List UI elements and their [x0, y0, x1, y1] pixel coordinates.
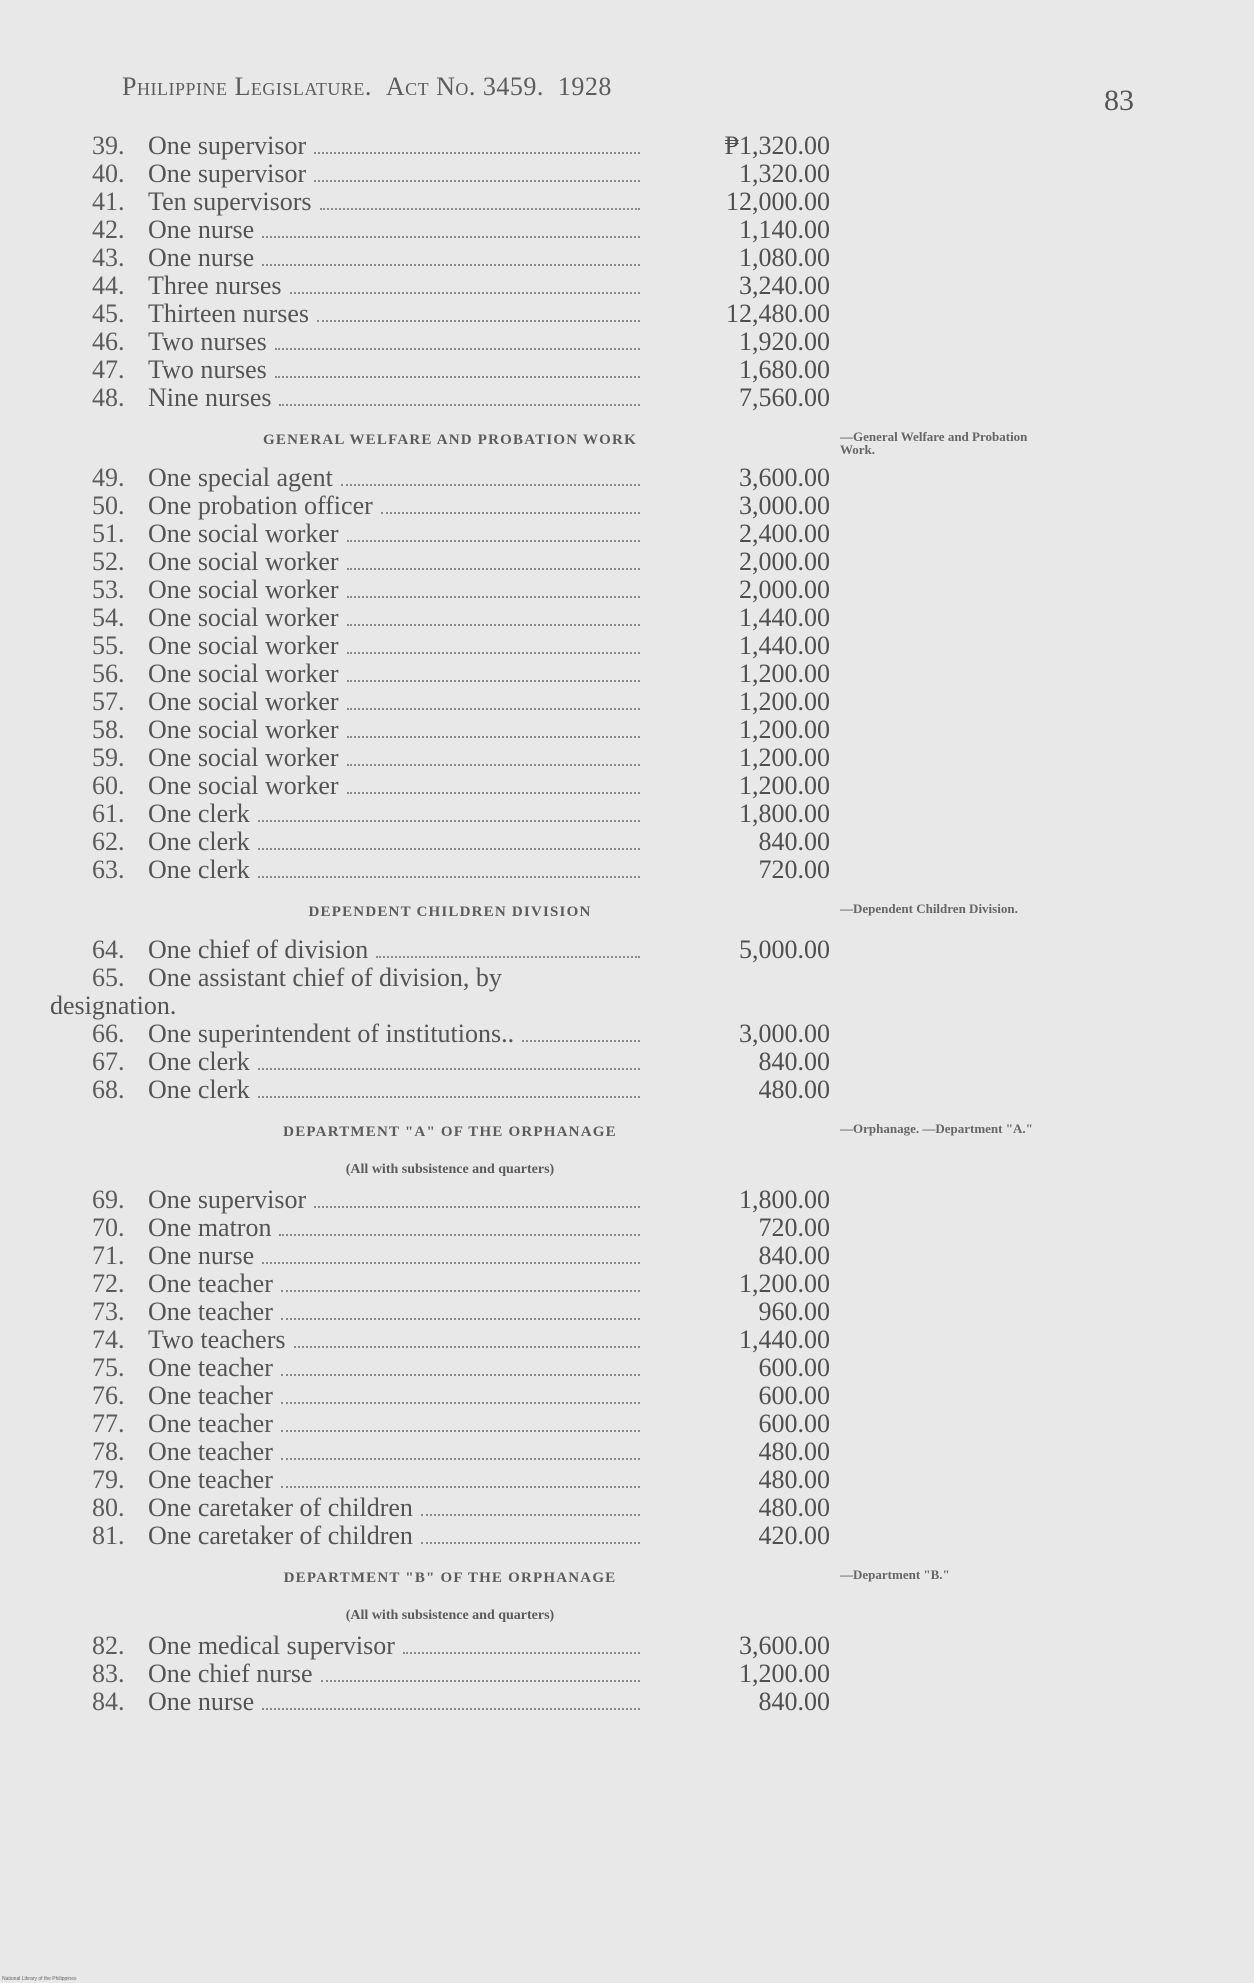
margin-note: —Department "B.": [840, 1567, 950, 1582]
leader-dots: [347, 606, 640, 626]
leader-dots: [275, 358, 640, 378]
item-amount: 600.00: [758, 1353, 830, 1382]
item-text: One clerk: [148, 827, 250, 856]
item-amount: 1,200.00: [739, 771, 830, 800]
item-number: 60.: [92, 771, 125, 800]
leader-dots: [376, 938, 640, 958]
item-number: 77.: [92, 1409, 125, 1438]
item-text: One social worker: [148, 743, 339, 772]
item-number: 59.: [92, 743, 125, 772]
item-amount: 1,140.00: [739, 215, 830, 244]
leader-dots: [347, 550, 640, 570]
item-group-5: [0, 1632, 1254, 1716]
item-amount: 420.00: [758, 1521, 830, 1550]
leader-dots: [281, 1384, 640, 1404]
item-number: 47.: [92, 355, 125, 384]
item-text: One special agent: [148, 463, 333, 492]
section-title: DEPARTMENT "B" OF THE ORPHANAGE: [283, 1570, 617, 1586]
item-row: [0, 356, 1254, 384]
item-text: One social worker: [148, 519, 339, 548]
item-amount: 3,240.00: [739, 271, 830, 300]
item-number: 58.: [92, 715, 125, 744]
item-amount: 2,000.00: [739, 547, 830, 576]
item-number: 52.: [92, 547, 125, 576]
item-row: [0, 964, 1254, 992]
leader-dots: [258, 830, 640, 850]
item-number: 81.: [92, 1521, 125, 1550]
item-text: One clerk: [148, 855, 250, 884]
item-number: 48.: [92, 383, 125, 412]
item-number: 67.: [92, 1047, 125, 1076]
leader-dots: [421, 1496, 640, 1516]
item-text: One supervisor: [148, 1185, 307, 1214]
item-number: 70.: [92, 1213, 125, 1242]
item-amount: 1,200.00: [739, 743, 830, 772]
leader-dots: [522, 1022, 640, 1042]
leader-dots: [341, 466, 640, 486]
item-amount: 1,200.00: [739, 687, 830, 716]
item-text: One caretaker of children: [148, 1493, 413, 1522]
item-row: [0, 1522, 1254, 1550]
item-row: [0, 1632, 1254, 1660]
leader-dots: [258, 1078, 640, 1098]
item-text: One nurse: [148, 1687, 255, 1716]
item-amount: 1,800.00: [739, 799, 830, 828]
leader-dots: [347, 662, 640, 682]
item-number: 78.: [92, 1437, 125, 1466]
item-text: Thirteen nurses: [148, 299, 310, 328]
item-row: [0, 856, 1254, 884]
item-row: [0, 1688, 1254, 1716]
leader-dots: [281, 1440, 640, 1460]
item-amount: 3,000.00: [739, 1019, 830, 1048]
item-row: [0, 576, 1254, 604]
item-text: One teacher: [148, 1381, 273, 1410]
section-heading-dept-b: [0, 1550, 1254, 1602]
item-text: One teacher: [148, 1297, 273, 1326]
item-text: One probation officer: [148, 491, 373, 520]
item-text: One social worker: [148, 771, 339, 800]
item-amount: 1,440.00: [739, 631, 830, 660]
item-number: 80.: [92, 1493, 125, 1522]
page-number: 83: [1104, 84, 1134, 117]
leader-dots: [262, 218, 640, 238]
item-amount: 1,680.00: [739, 355, 830, 384]
section-heading-dept-a: [0, 1104, 1254, 1156]
item-amount: 720.00: [758, 1213, 830, 1242]
item-text: One caretaker of children: [148, 1521, 413, 1550]
leader-dots: [294, 1328, 640, 1348]
leader-dots: [281, 1272, 640, 1292]
item-row: [0, 800, 1254, 828]
item-amount: 960.00: [758, 1297, 830, 1326]
item-row: [0, 744, 1254, 772]
item-amount: 1,200.00: [739, 1269, 830, 1298]
item-group-2: [0, 464, 1254, 884]
item-row: [0, 1382, 1254, 1410]
item-number: 74.: [92, 1325, 125, 1354]
margin-note: —Dependent Children Division.: [840, 901, 1018, 916]
item-row: [0, 688, 1254, 716]
item-amount: 12,480.00: [726, 299, 830, 328]
item-row: [0, 1438, 1254, 1466]
item-amount: 2,400.00: [739, 519, 830, 548]
item-number: 64.: [92, 935, 125, 964]
item-amount: 3,600.00: [739, 463, 830, 492]
item-amount: 480.00: [758, 1465, 830, 1494]
item-amount: 600.00: [758, 1381, 830, 1410]
item-text: One nurse: [148, 215, 255, 244]
item-text: Ten supervisors: [148, 187, 312, 216]
item-amount: 840.00: [758, 1241, 830, 1270]
item-row: [0, 1214, 1254, 1242]
item-row: [0, 300, 1254, 328]
section-title: DEPARTMENT "A" OF THE ORPHANAGE: [283, 1124, 617, 1140]
item-group-4: [0, 1186, 1254, 1550]
item-text: One social worker: [148, 659, 339, 688]
item-number: 43.: [92, 243, 125, 272]
item-row: [0, 772, 1254, 800]
item-amount: 480.00: [758, 1075, 830, 1104]
item-text: One clerk: [148, 1047, 250, 1076]
leader-dots: [258, 802, 640, 822]
item-amount: 3,000.00: [739, 491, 830, 520]
running-header: [122, 72, 612, 102]
item-row: [0, 188, 1254, 216]
item-amount: 480.00: [758, 1437, 830, 1466]
item-number: 54.: [92, 603, 125, 632]
leader-dots: [262, 246, 640, 266]
item-amount: 12,000.00: [726, 187, 830, 216]
leader-dots: [281, 1300, 640, 1320]
section-heading-welfare: [0, 412, 1254, 464]
item-row: [0, 328, 1254, 356]
item-number: 44.: [92, 271, 125, 300]
item-row: [0, 1186, 1254, 1214]
item-row: [0, 1020, 1254, 1048]
item-text: One social worker: [148, 547, 339, 576]
item-row: [0, 1410, 1254, 1438]
item-row: [0, 1242, 1254, 1270]
item-row: [0, 936, 1254, 964]
item-row: [0, 520, 1254, 548]
item-number: 45.: [92, 299, 125, 328]
item-amount: 840.00: [758, 1687, 830, 1716]
item-amount: 600.00: [758, 1409, 830, 1438]
item-text: One teacher: [148, 1269, 273, 1298]
leader-dots: [347, 746, 640, 766]
item-row: [0, 604, 1254, 632]
item-text: One chief nurse: [148, 1659, 313, 1688]
leader-dots: [290, 274, 640, 294]
leader-dots: [314, 134, 640, 154]
item-row: [0, 1270, 1254, 1298]
item-number: 73.: [92, 1297, 125, 1326]
item-amount: 1,200.00: [739, 659, 830, 688]
item-text: One clerk: [148, 1075, 250, 1104]
item-text: One assistant chief of division, by: [148, 963, 502, 992]
leader-dots: [347, 718, 640, 738]
item-amount: 3,600.00: [739, 1631, 830, 1660]
item-row: [0, 660, 1254, 688]
item-number: 57.: [92, 687, 125, 716]
leader-dots: [381, 494, 640, 514]
section-subtitle-dept-a: [0, 1156, 1254, 1186]
leader-dots: [320, 190, 640, 210]
item-row: [0, 244, 1254, 272]
item-number: 42.: [92, 215, 125, 244]
item-row: [0, 548, 1254, 576]
item-row: [0, 384, 1254, 412]
header-act: Act No. 3459.: [385, 72, 544, 101]
section-subtitle-dept-b: [0, 1602, 1254, 1632]
leader-dots: [279, 1216, 640, 1236]
item-number: 82.: [92, 1631, 125, 1660]
leader-dots: [258, 858, 640, 878]
item-number: 55.: [92, 631, 125, 660]
item-text: Two nurses: [148, 327, 267, 356]
leader-dots: [347, 522, 640, 542]
item-text: One social worker: [148, 715, 339, 744]
section-subtitle: (All with subsistence and quarters): [345, 1162, 555, 1177]
item-continuation: [0, 992, 1254, 1020]
item-text: One social worker: [148, 631, 339, 660]
item-text: One chief of division: [148, 935, 369, 964]
leader-dots: [258, 1050, 640, 1070]
item-number: 56.: [92, 659, 125, 688]
item-row: [0, 1048, 1254, 1076]
item-text: Two teachers: [148, 1325, 286, 1354]
leader-dots: [347, 634, 640, 654]
item-row: [0, 492, 1254, 520]
item-row: [0, 272, 1254, 300]
item-row: [0, 1298, 1254, 1326]
item-number: 40.: [92, 159, 125, 188]
item-amount: 7,560.00: [739, 383, 830, 412]
item-row: [0, 716, 1254, 744]
item-row: [0, 132, 1254, 160]
item-text: One teacher: [148, 1409, 273, 1438]
item-number: 72.: [92, 1269, 125, 1298]
leader-dots: [347, 774, 640, 794]
item-amount: 1,200.00: [739, 1659, 830, 1688]
item-number: 39.: [92, 131, 125, 160]
item-row: [0, 464, 1254, 492]
leader-dots: [347, 578, 640, 598]
item-number: 71.: [92, 1241, 125, 1270]
section-title: DEPENDENT CHILDREN DIVISION: [308, 904, 592, 920]
item-amount: 1,200.00: [739, 715, 830, 744]
leader-dots: [281, 1356, 640, 1376]
section-title: GENERAL WELFARE AND PROBATION WORK: [263, 432, 637, 448]
item-number: 79.: [92, 1465, 125, 1494]
leader-dots: [262, 1244, 640, 1264]
leader-dots: [279, 386, 640, 406]
item-amount: 1,320.00: [739, 159, 830, 188]
item-number: 50.: [92, 491, 125, 520]
item-amount: 1,440.00: [739, 1325, 830, 1354]
item-number: 75.: [92, 1353, 125, 1382]
item-text: One supervisor: [148, 159, 307, 188]
item-number: 61.: [92, 799, 125, 828]
leader-dots: [421, 1524, 640, 1544]
leader-dots: [262, 1690, 640, 1710]
item-group-1: [0, 132, 1254, 412]
item-row: [0, 828, 1254, 856]
leader-dots: [403, 1634, 640, 1654]
item-row: [0, 1076, 1254, 1104]
item-row: [0, 1660, 1254, 1688]
item-amount: 840.00: [758, 827, 830, 856]
item-text: Two nurses: [148, 355, 267, 384]
item-text: Nine nurses: [148, 383, 272, 412]
item-row: [0, 1354, 1254, 1382]
leader-dots: [281, 1468, 640, 1488]
item-row: [0, 1494, 1254, 1522]
item-row: [0, 632, 1254, 660]
item-text: One teacher: [148, 1437, 273, 1466]
section-subtitle: (All with subsistence and quarters): [345, 1608, 555, 1623]
item-text: One social worker: [148, 575, 339, 604]
item-amount: 2,000.00: [739, 575, 830, 604]
item-number: 62.: [92, 827, 125, 856]
item-amount: 480.00: [758, 1493, 830, 1522]
item-amount: 1,440.00: [739, 603, 830, 632]
leader-dots: [281, 1412, 640, 1432]
header-legislature: Philippine Legislature.: [122, 72, 372, 101]
item-number: 46.: [92, 327, 125, 356]
item-text: Three nurses: [148, 271, 282, 300]
item-row: [0, 1466, 1254, 1494]
item-text: One nurse: [148, 1241, 255, 1270]
item-number: 41.: [92, 187, 125, 216]
margin-note: —Orphanage. —Department "A.": [840, 1121, 1033, 1136]
item-number: 68.: [92, 1075, 125, 1104]
leader-dots: [314, 1188, 640, 1208]
item-number: 84.: [92, 1687, 125, 1716]
item-text: One superintendent of institutions..: [148, 1019, 515, 1048]
item-text: One teacher: [148, 1465, 273, 1494]
item-number: 76.: [92, 1381, 125, 1410]
item-number: 83.: [92, 1659, 125, 1688]
item-text: One supervisor: [148, 131, 307, 160]
leader-dots: [317, 302, 640, 322]
item-number: 49.: [92, 463, 125, 492]
item-text: One social worker: [148, 603, 339, 632]
item-number: 53.: [92, 575, 125, 604]
item-group-3: [0, 936, 1254, 1104]
item-amount: 5,000.00: [739, 935, 830, 964]
item-text: One social worker: [148, 687, 339, 716]
item-text: One medical supervisor: [148, 1631, 395, 1660]
item-number: 63.: [92, 855, 125, 884]
item-text: One nurse: [148, 243, 255, 272]
item-number: 66.: [92, 1019, 125, 1048]
item-amount: 840.00: [758, 1047, 830, 1076]
item-row: [0, 1326, 1254, 1354]
item-text: designation.: [50, 991, 177, 1020]
leader-dots: [321, 1662, 640, 1682]
leader-dots: [347, 690, 640, 710]
leader-dots: [275, 330, 640, 350]
item-text: One teacher: [148, 1353, 273, 1382]
item-number: 51.: [92, 519, 125, 548]
item-text: One clerk: [148, 799, 250, 828]
leader-dots: [314, 162, 640, 182]
item-number: 65.: [92, 963, 125, 992]
section-heading-dependent: [0, 884, 1254, 936]
header-year: 1928: [557, 72, 612, 101]
item-number: 69.: [92, 1185, 125, 1214]
item-text: One matron: [148, 1213, 272, 1242]
item-amount: 1,920.00: [739, 327, 830, 356]
item-amount: 1,080.00: [739, 243, 830, 272]
item-amount: ₱1,320.00: [724, 131, 830, 160]
document-body: [0, 132, 1254, 1716]
margin-note: —General Welfare and Probation Work.: [840, 429, 1028, 457]
item-row: [0, 216, 1254, 244]
item-amount: 720.00: [758, 855, 830, 884]
item-row: [0, 160, 1254, 188]
item-amount: 1,800.00: [739, 1185, 830, 1214]
footer-credit: National Library of the Philippines: [2, 1976, 77, 1982]
